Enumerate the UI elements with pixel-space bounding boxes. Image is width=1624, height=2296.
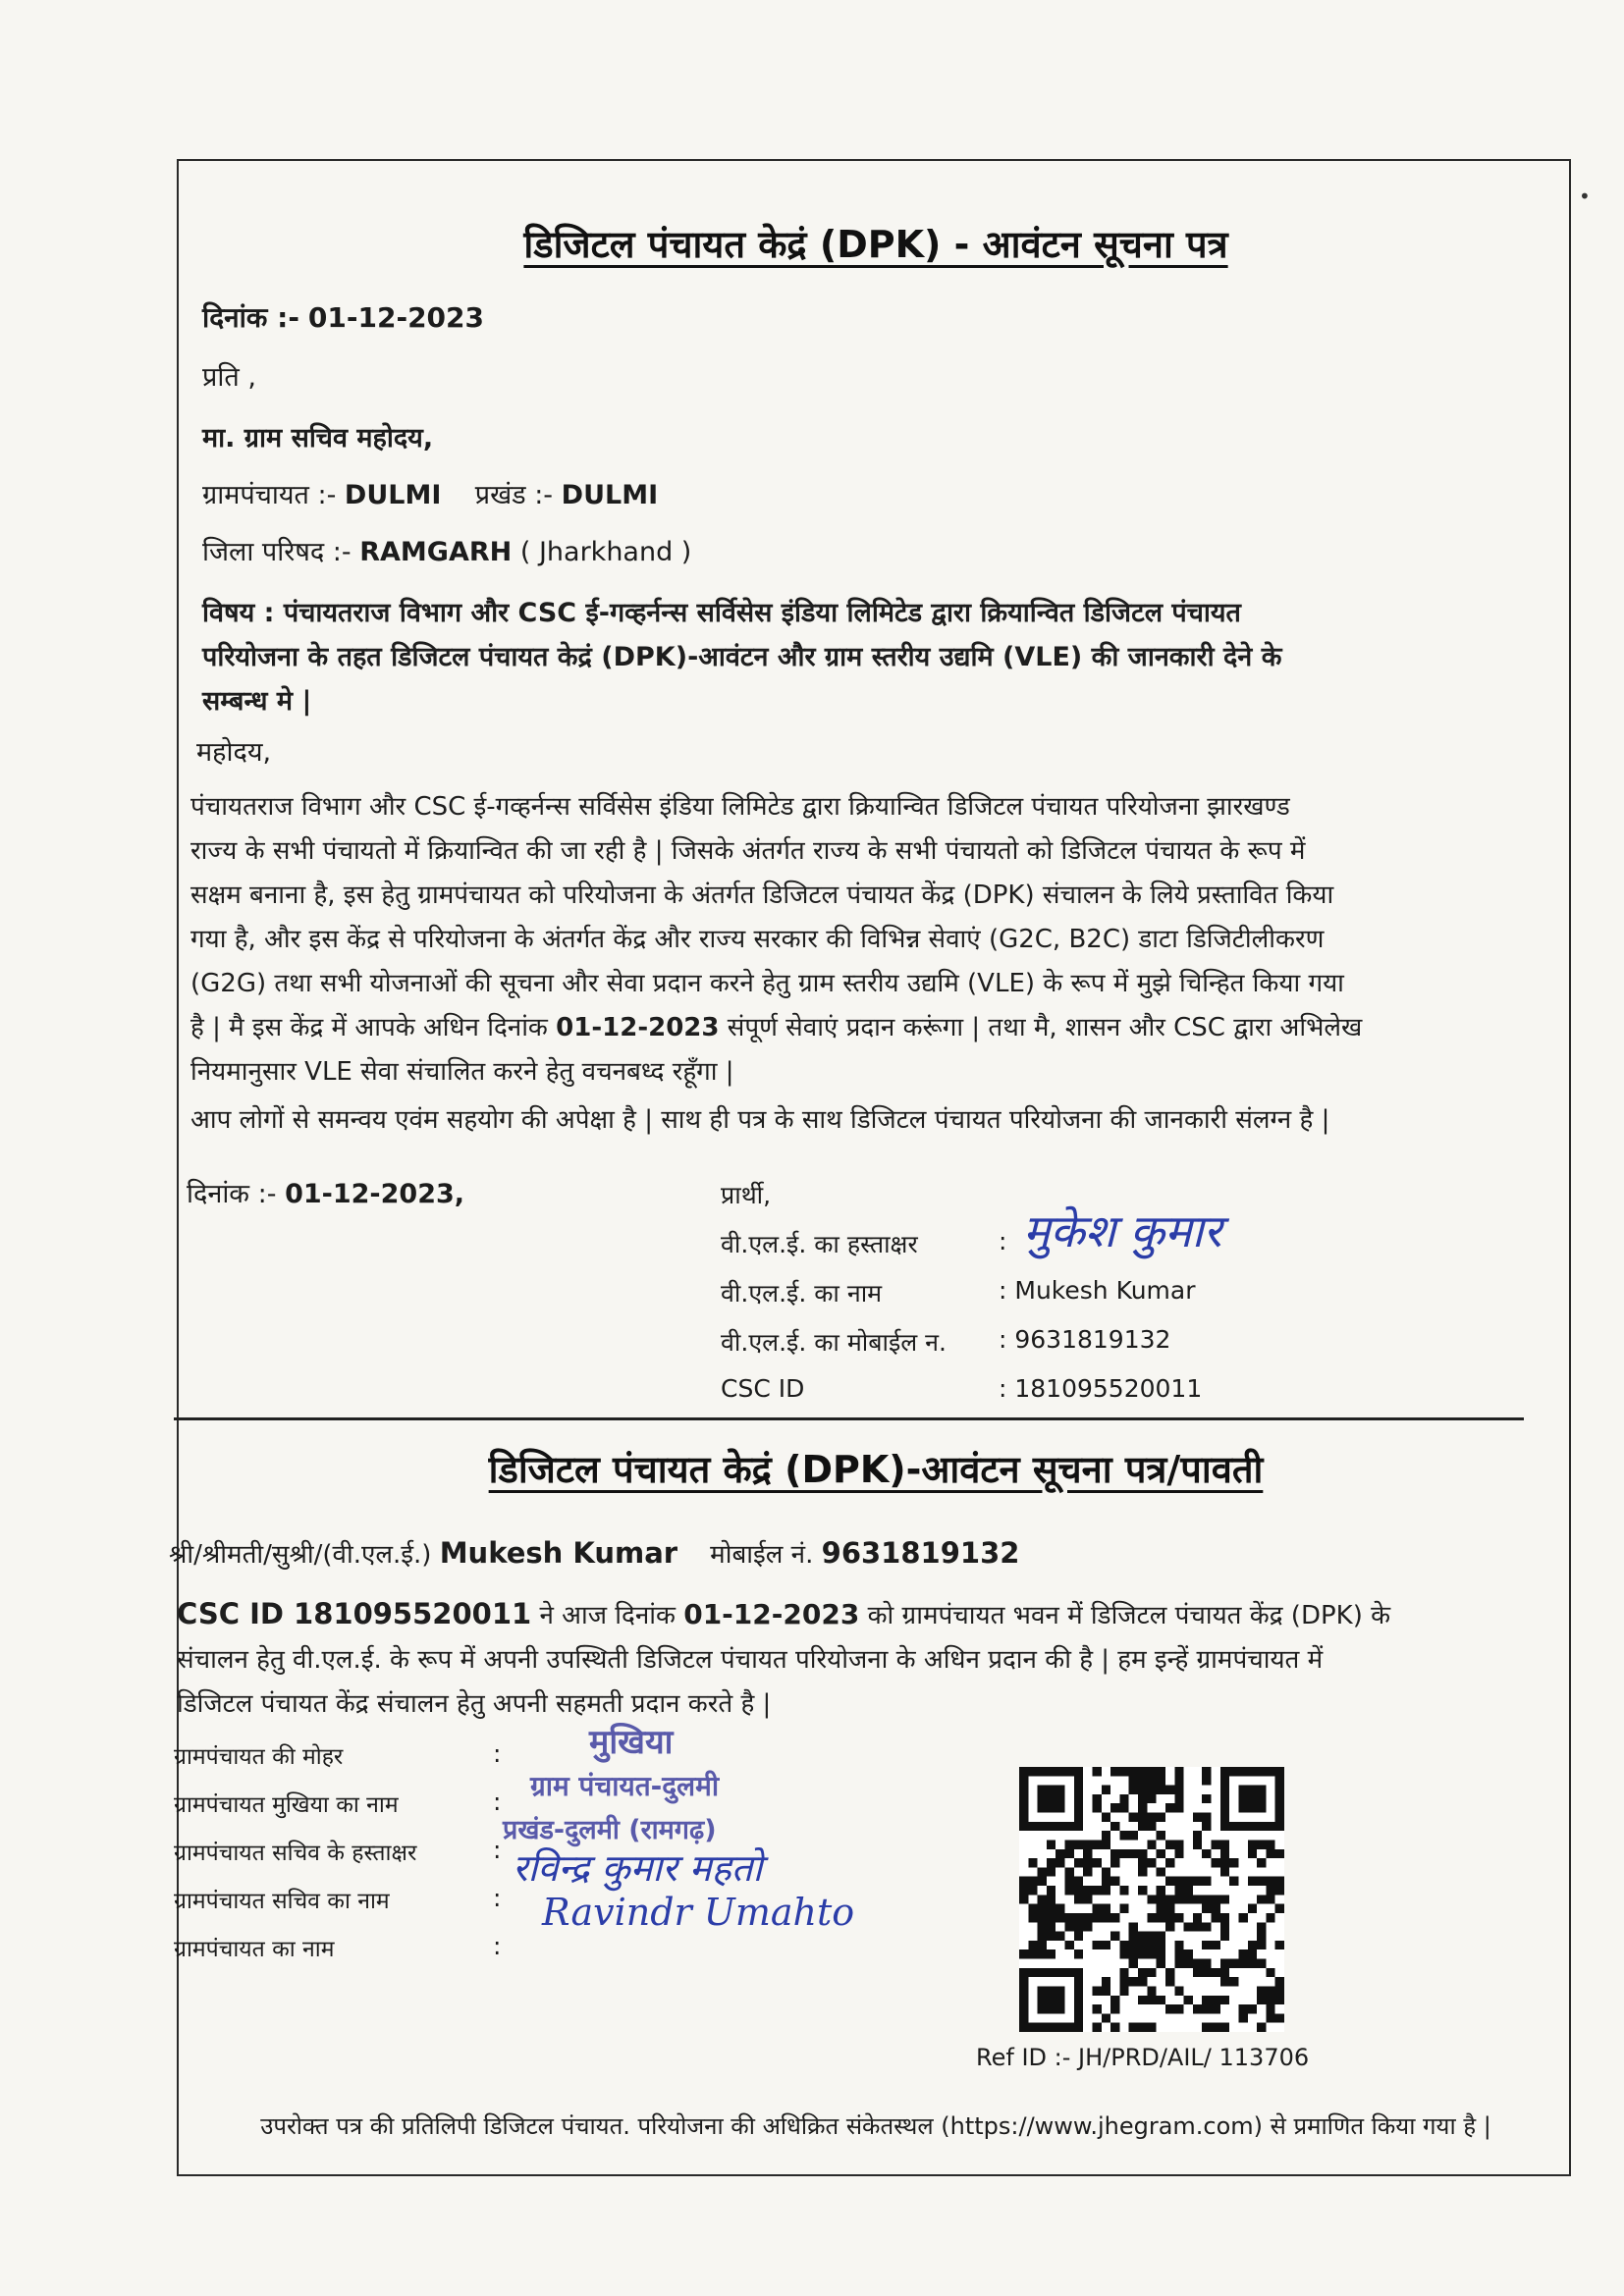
csc-id-label: CSC ID [721, 1374, 805, 1403]
acknowledgement-title: डिजिटल पंचायत केद्रं (DPK)-आवंटन सूचना पत्र/पावती [488, 1448, 1264, 1491]
vle-signature-colon: : [999, 1227, 1007, 1255]
letter-date: दिनांक :- 01-12-2023 [202, 301, 484, 334]
gp-name-label: ग्रामपंचायत का नाम [174, 1937, 335, 1962]
mukhiya-stamp-title: मुखिया [589, 1723, 674, 1762]
vle-mobile-value: : 9631819132 [999, 1325, 1171, 1354]
colon-2: : [493, 1788, 502, 1816]
secretary-signature: रविन्द्र कुमार महतो [513, 1846, 763, 1890]
scan-mark: • [1579, 185, 1591, 208]
colon-3: : [493, 1836, 502, 1864]
vle-signature-label: वी.एल.ई. का हस्ताक्षर [721, 1230, 918, 1258]
applicant-label: प्रार्थी, [721, 1181, 772, 1209]
sign-date: दिनांक :- 01-12-2023, [187, 1179, 465, 1209]
vle-mobile-label: वी.एल.ई. का मोबाईल न. [721, 1328, 947, 1357]
vle-name-value: : Mukesh Kumar [999, 1276, 1196, 1305]
vle-name-label: वी.एल.ई. का नाम [721, 1279, 883, 1308]
ref-id: Ref ID :- JH/PRD/AIL/ 113706 [976, 2044, 1310, 2071]
mukhiya-stamp-panchayat: ग्राम पंचायत-दुलमी [530, 1770, 720, 1802]
csc-id-value: : 181095520011 [999, 1374, 1203, 1403]
gram-panchayat-line: ग्रामपंचायत :- DULMI प्रखंड :- DULMI [202, 480, 659, 510]
prati-text: प्रति , [202, 362, 256, 393]
qr-code [1019, 1767, 1284, 2032]
secretary-name-label: ग्रामपंचायत सचिव का नाम [174, 1889, 390, 1914]
mukhiya-stamp-block: प्रखंड-दुलमी (रामगढ़) [503, 1815, 717, 1845]
mukhiya-label: ग्रामपंचायत मुखिया का नाम [174, 1792, 399, 1818]
vle-signature: मुकेश कुमार [1023, 1204, 1222, 1257]
acknowledgement-text: CSC ID 181095520011 ने आज दिनांक 01-12-2023 को ग्रामपंचायत भवन में डिजिटल पंचायत केंद्र (DPK) के संचालन हेतु वी.एल.ई. के रूप में अपनी उपस्थिती डिजिटल पंचायत परियोजना के अधिन प्रदान की है | हम इन्हें ग्रामपंचायत में डिजिटल पंचायत केंद्र संचालन हेतु अपनी सहमती प्रदान करते है | [177, 1597, 1391, 1719]
colon-5: : [493, 1932, 502, 1960]
vle-identity-line: श्री/श्रीमती/सुश्री/(वी.एल.ई.) Mukesh Kumar मोबाईल नं. 9631819132 [169, 1536, 1020, 1570]
letter-body: पंचायतराज विभाग और CSC ई-गव्हर्नन्स सर्विसेस इंडिया लिमिटेड द्वारा क्रियान्वित डिजिटल पंचायत परियोजना झारखण्ड राज्य के सभी पंचायतो में क्रियान्वित की जा रही है | जिसके अंतर्गत राज्य के सभी पंचायतो को डिजिटल पंचायत के रूप में सक्षम बनाना है, इस हेतु ग्रामपंचायत को परियोजना के अंतर्गत डिजिटल पंचायत केंद्र (DPK) संचालन के लिये प्रस्तावित किया गया है, और इस केंद्र से परियोजना के अंतर्गत केंद्र और राज्य सरकार की विभिन्न सेवाएं (G2C, B2C) डाटा डिजिटीलीकरण (G2G) तथा सभी योजनाओं की सूचना और सेवा प्रदान करने हेतु ग्राम स्तरीय उद्यमि (VLE) के रूप में मुझे चिन्हित किया गया है | मै इस केंद्र में आपके अधिन दिनांक 01-12-2023 संपूर्ण सेवाएं प्रदान करूंगा | तथा मै, शासन और CSC द्वारा अभिलेख नियमानुसार VLE सेवा संचालित करने हेतु वचनबध्द रहूँगा | आप लोगों से समन्वय एवंम सहयोग की अपेक्षा है | साथ ही पत्र के साथ डिजिटल पंचायत परियोजना की जानकारी संलग्न है | [190, 792, 1363, 1135]
letter-frame [169, 159, 1571, 2176]
gp-seal-label: ग्रामपंचायत की मोहर [174, 1744, 344, 1770]
district-line: जिला परिषद :- RAMGARH ( Jharkhand ) [202, 537, 692, 567]
salutation: महोदय, [196, 737, 272, 768]
footer-note: उपरोक्त पत्र की प्रतिलिपी डिजिटल पंचायत. परियोजना की अधिक्रित संकेतस्थल (https://www.jhegram.com) से प्रमाणित किया गया है | [260, 2112, 1491, 2140]
colon-4: : [493, 1884, 502, 1912]
secretary-signature-label: ग्रामपंचायत सचिव के हस्ताक्षर [174, 1841, 417, 1866]
secretary-name-handwritten: Ravindr Umahto [542, 1891, 855, 1934]
addressee: मा. ग्राम सचिव महोदय, [202, 423, 434, 454]
section-divider [174, 1417, 1524, 1420]
colon-1: : [493, 1739, 502, 1768]
subject: विषय : पंचायतराज विभाग और CSC ई-गव्हर्नन्स सर्विसेस इंडिया लिमिटेड द्वारा क्रियान्वित डिजिटल पंचायत परियोजना के तहत डिजिटल पंचायत केद्रं (DPK)-आवंटन और ग्राम स्तरीय उद्यमि (VLE) की जानकारी देने के सम्बन्ध मे | [202, 598, 1282, 717]
allotment-letter-title: डिजिटल पंचायत केद्रं (DPK) - आवंटन सूचना पत्र [523, 223, 1228, 266]
